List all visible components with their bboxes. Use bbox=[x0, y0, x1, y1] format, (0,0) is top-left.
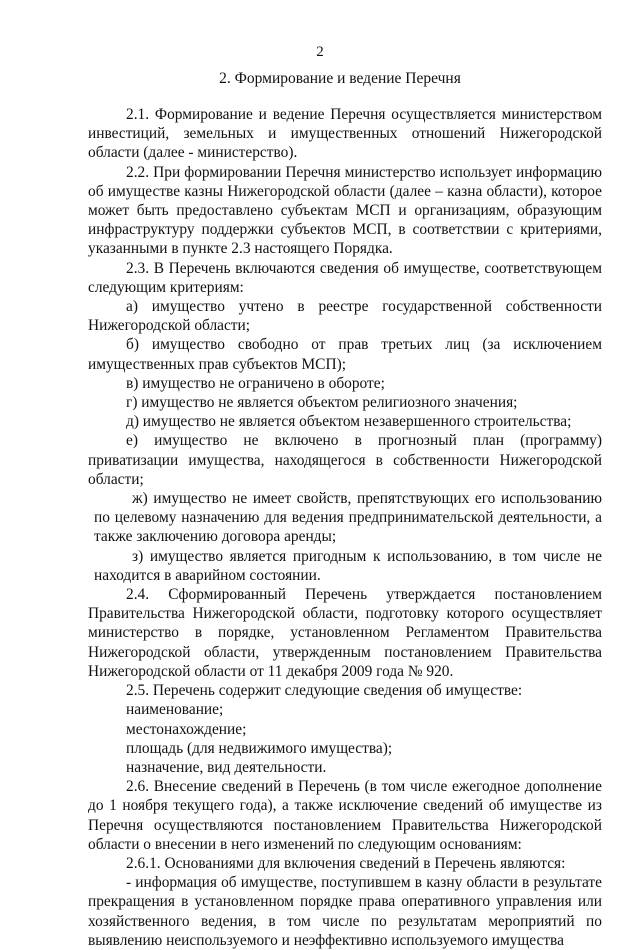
inclusion-basis-1: - информация об имуществе, поступившем в казну области в результате прекращения в установленном порядке права оперативного управления или хозяйственного ведения, в том числе по результатам мероприятий по выявлению неиспользуемого и неэффективно используемого имущества bbox=[88, 874, 602, 949]
criterion-e: е) имущество не включено в прогнозный план (программу) приватизации имущества, находящегося в собственности Нижегородской области; bbox=[88, 432, 602, 488]
criterion-z: з) имущество является пригодным к использованию, в том числе не находится в аварийном состоянии. bbox=[94, 547, 602, 584]
section-title: 2. Формирование и ведение Перечня bbox=[219, 70, 461, 87]
info-item-area: площадь (для недвижимого имущества); bbox=[126, 739, 393, 757]
page-number: 2 bbox=[316, 44, 324, 60]
paragraph-2-6-1: 2.6.1. Основаниями для включения сведений в Перечень являются: bbox=[126, 854, 566, 872]
document-body bbox=[88, 105, 602, 950]
criterion-g: г) имущество не является объектом религиозного значения; bbox=[126, 394, 518, 412]
info-item-location: местонахождение; bbox=[126, 720, 247, 738]
info-item-purpose: назначение, вид деятельности. bbox=[126, 758, 327, 776]
criterion-v: в) имущество не ограничено в обороте; bbox=[126, 374, 385, 392]
paragraph-2-3: 2.3. В Перечень включаются сведения об имуществе, соответствующем следующим критериям: bbox=[88, 259, 602, 296]
criterion-a: а) имущество учтено в реестре государственной собственности Нижегородской области; bbox=[88, 298, 602, 335]
paragraph-2-2: 2.2. При формировании Перечня министерство использует информацию об имуществе казны Нижегородской области (далее – казна области), которое может быть предоставлено субъектам МСП и организациям, образующим инфраструктуру поддержки субъектов МСП, в соответствии с критериями, указанными в пункте 2.3 настоящего Порядка. bbox=[88, 163, 602, 258]
paragraph-2-5: 2.5. Перечень содержит следующие сведения об имуществе: bbox=[126, 682, 523, 700]
paragraph-2-4: 2.4. Сформированный Перечень утверждается постановлением Правительства Нижегородской области, подготовку которого осуществляет министерство в порядке, установленном Регламентом Правительства Нижегородской области, утвержденным постановлением Правительства Нижегородской области от 11 декабря 2009 года № 920. bbox=[88, 586, 602, 680]
info-item-name: наименование; bbox=[126, 701, 224, 719]
paragraph-2-1: 2.1. Формирование и ведение Перечня осуществляется министерством инвестиций, земельных и имущественных отношений Нижегородской области (далее - министерство). bbox=[88, 106, 602, 162]
criterion-d: д) имущество не является объектом незавершенного строительства; bbox=[126, 413, 572, 431]
criterion-b: б) имущество свободно от прав третьих лиц (за исключением имущественных прав субъектов МСП); bbox=[88, 336, 602, 373]
paragraph-2-6: 2.6. Внесение сведений в Перечень (в том числе ежегодное дополнение до 1 ноября текущего года), а также исключение сведений об имуществе из Перечня осуществляются постановлением Правительства Нижегородской области о внесении в него изменений по следующим основаниям: bbox=[88, 778, 602, 853]
criterion-zh: ж) имущество не имеет свойств, препятствующих его использованию по целевому назначению для ведения предпринимательской деятельности, а также заключению договора аренды; bbox=[94, 490, 602, 546]
